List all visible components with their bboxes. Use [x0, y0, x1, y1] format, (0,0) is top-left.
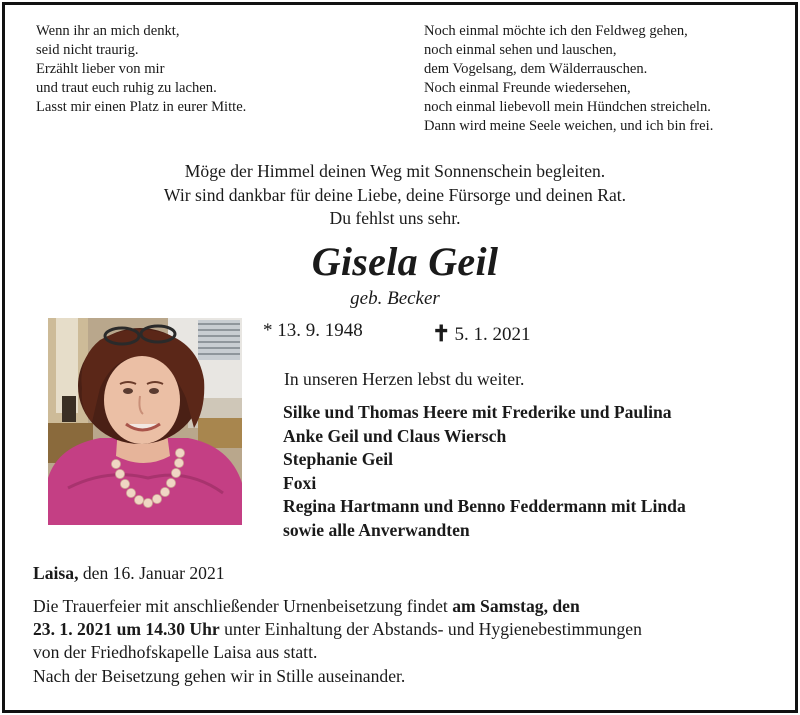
mourner-line: Stephanie Geil [283, 449, 393, 470]
death-date: 5. 1. 2021 [454, 324, 531, 345]
poem-line: noch einmal sehen und lauschen, [424, 42, 617, 58]
poem-line: Dann wird meine Seele weichen, und ich bin frei. [424, 118, 714, 134]
poem-left [36, 22, 246, 117]
poem-line: seid nicht traurig. [36, 42, 139, 58]
poem-line: Wenn ihr an mich denkt, [36, 23, 180, 39]
poem-line: Erzählt lieber von mir [36, 61, 165, 77]
mourner-line: Foxi [283, 472, 317, 493]
mourner-line: Silke und Thomas Heere mit Frederike und Paulina [283, 402, 672, 422]
poem-line: Noch einmal möchte ich den Feldweg gehen, [424, 23, 688, 39]
poem-right [424, 22, 713, 136]
birth-date: * 13. 9. 1948 [263, 320, 363, 341]
blessing-line: Du fehlst uns sehr. [329, 208, 461, 228]
funeral-text: Die Trauerfeier mit anschließender Urnenbeisetzung findet [33, 596, 448, 616]
blessing-line: Wir sind dankbar für deine Liebe, deine Fürsorge und deinen Rat. [163, 184, 627, 205]
memory-line: In unseren Herzen lebst du weiter. [284, 369, 525, 389]
blessing-line: Möge der Himmel deinen Weg mit Sonnenschein begleiten. [184, 161, 606, 181]
funeral-line [33, 618, 642, 641]
funeral-info [33, 595, 642, 688]
funeral-line [33, 595, 642, 618]
birth-name: geb. Becker [350, 288, 440, 309]
portrait-photo [48, 318, 242, 525]
death-date-group [432, 320, 530, 346]
funeral-line: Nach der Beisetzung gehen wir in Stille auseinander. [33, 665, 406, 686]
mourner-line: Regina Hartmann und Benno Feddermann mit Linda [283, 496, 686, 517]
cross-icon: ✝ [432, 321, 451, 346]
mourner-line: Anke Geil und Claus Wiersch [283, 425, 507, 446]
date: den 16. Januar 2021 [82, 563, 225, 583]
place: Laisa, [33, 563, 79, 583]
funeral-day: am Samstag, den [452, 596, 580, 616]
mourners-list [283, 401, 686, 543]
poem-line: dem Vogelsang, dem Wälderrauschen. [424, 61, 648, 77]
poem-line: und traut euch ruhig zu lachen. [36, 80, 217, 96]
deceased-name: Gisela Geil [311, 239, 499, 284]
poem-line: Lasst mir einen Platz in eurer Mitte. [36, 99, 247, 115]
funeral-datetime: 23. 1. 2021 um 14.30 Uhr [33, 619, 220, 640]
poem-line: noch einmal liebevoll mein Hündchen streicheln. [424, 99, 711, 115]
funeral-text: unter Einhaltung der Abstands- und Hygienebestimmungen [224, 619, 642, 640]
blessing-text [0, 160, 790, 231]
mourner-line: sowie alle Anverwandten [283, 519, 470, 540]
poem-line: Noch einmal Freunde wiedersehen, [424, 80, 631, 96]
place-date [33, 563, 225, 584]
funeral-line: von der Friedhofskapelle Laisa aus statt. [33, 642, 318, 663]
